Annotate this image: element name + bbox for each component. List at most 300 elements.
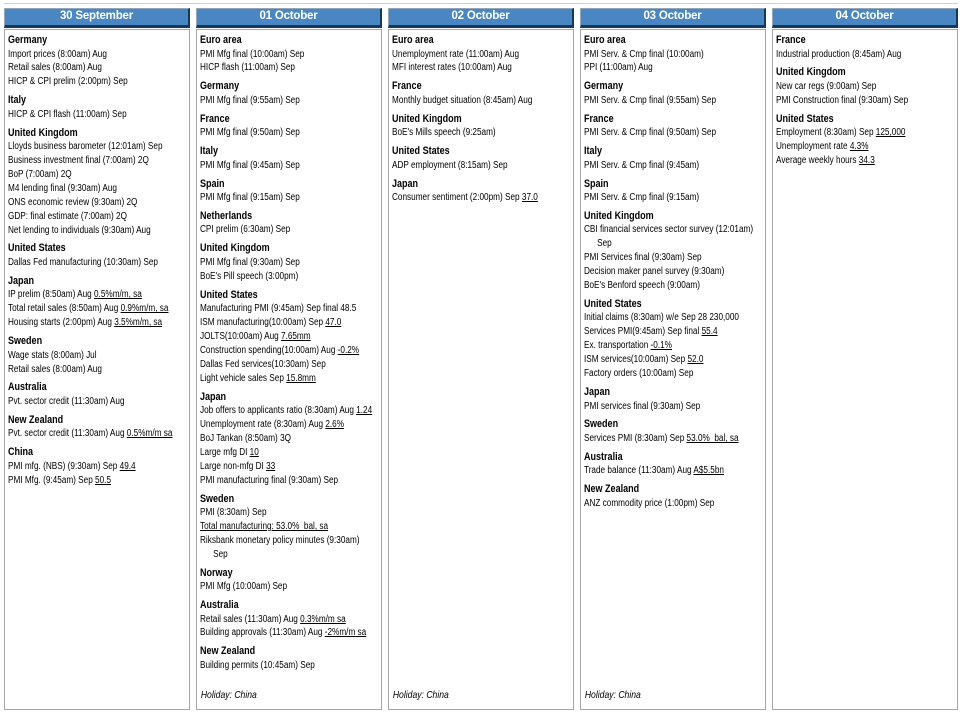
country-heading: New Zealand [8,413,64,426]
event-value-underlined: 33 [266,460,276,472]
country-section [392,112,570,140]
event-text: HICP flash (11:00am) Sep [200,62,295,74]
event-text: Initial claims (8:30am) w/e Sep 28 230,000 [584,312,739,324]
country-heading: United Kingdom [584,209,654,222]
event-text: Housing starts (2:00pm) Aug [8,317,115,329]
spacer [584,511,762,689]
event-text: PMI Mfg final (10:00am) Sep [200,48,305,60]
event-text: Total retail sales (8:50am) Aug [8,303,121,315]
country-heading: Italy [200,145,219,158]
country-section [392,144,570,172]
event-item [200,432,378,446]
event-item [8,302,186,316]
calendar-column [4,8,190,710]
event-item [8,316,186,330]
event-text: PMI Mfg (10:00am) Sep [200,581,288,593]
country-heading: Germany [8,34,48,46]
event-text: PMI Mfg final (9:55am) Sep [200,94,300,106]
event-continuation: Sep [213,548,228,560]
event-text: M4 lending final (9:30am) Aug [8,182,117,194]
event-item [200,344,378,358]
event-text: Retail sales (8:00am) Aug [8,62,102,74]
event-text: PMI (8:30am) Sep [200,507,267,519]
event-item [584,159,762,173]
event-value-underlined: 0.5%m/m sa [126,428,173,440]
spacer [392,205,570,689]
country-heading: Japan [8,274,35,287]
event-text: GDP: final estimate (7:00am) 2Q [8,210,127,222]
country-section [200,33,378,75]
event-text: Ex. transportation [584,340,651,352]
event-text: HICP & CPI prelim (2:00pm) Sep [8,76,128,88]
country-heading: United Kingdom [392,112,462,125]
event-item [8,61,186,75]
event-item [200,256,378,270]
event-text: MFI interest rates (10:00am) Aug [392,62,512,74]
column-date-label: 03 October [643,10,702,22]
country-heading: Australia [8,381,47,394]
event-item [584,223,762,237]
event-item [8,427,186,441]
event-text: Services PMI(9:45am) Sep final [584,326,702,338]
event-text: Riksbank monetary policy minutes (9:30am) [200,534,360,546]
event-text: BoE's Benford speech (9:00am) [584,280,700,292]
country-heading: United States [200,288,258,301]
event-item [200,94,378,108]
spacer [200,673,378,689]
country-section [200,492,378,562]
event-item [8,140,186,154]
column-date-header [196,8,382,28]
event-text: ISM services(10:00am) Sep [584,354,688,366]
event-text: Job offers to applicants ratio (8:30am) Aug [200,405,357,417]
event-text: PMI Mfg final (9:50am) Sep [200,127,300,139]
country-section [776,65,954,107]
event-text: Industrial production (8:45am) Aug [776,48,902,60]
country-section [392,177,570,205]
event-value-underlined: 49.4 [119,460,136,472]
country-heading: Euro area [584,34,626,46]
event-item [200,580,378,594]
country-section [584,79,762,107]
event-text: Consumer sentiment (2:00pm) Sep [392,192,522,204]
event-text: BoP (7:00am) 2Q [8,168,72,180]
event-item [8,168,186,182]
country-section [584,482,762,510]
event-value-underlined: -0.2% [337,344,360,356]
event-item [200,613,378,627]
country-heading: United Kingdom [200,242,270,255]
country-section [584,417,762,445]
economic-calendar [4,3,958,710]
column-date-header [772,8,958,28]
event-item [584,432,762,446]
event-item [776,48,954,62]
holiday-note: Holiday: China [392,689,449,702]
event-text: Import prices (8:00am) Aug [8,48,107,60]
event-value-underlined: 53.0% bal, sa [686,432,739,444]
country-section [200,112,378,140]
event-text: ISM manufacturing(10:00am) Sep [200,317,326,329]
country-section [200,288,378,386]
event-item [8,460,186,474]
event-text: Average weekly hours [776,155,859,167]
event-text: Business investment final (7:00am) 2Q [8,155,149,167]
country-section [200,390,378,488]
event-text: ADP employment (8:15am) Sep [392,159,508,171]
country-section [200,144,378,172]
country-heading: Spain [200,177,225,190]
event-item [8,474,186,488]
event-text: JOLTS(10:00am) Aug [200,330,281,342]
event-text: ANZ commodity price (1:00pm) Sep [584,497,715,509]
country-section [200,598,378,640]
holiday-note: Holiday: China [584,689,641,702]
event-text: Unemployment rate [776,141,850,153]
event-item [200,191,378,205]
event-text: Dallas Fed manufacturing (10:30am) Sep [8,256,158,268]
event-value-underlined: 0.9%m/m, sa [120,303,169,315]
event-item [392,126,570,140]
country-section [8,334,186,376]
event-item [200,626,378,640]
country-heading: Germany [584,80,624,93]
event-item [584,353,762,367]
column-body [4,29,190,710]
event-value-underlined: 37.0 [521,192,538,204]
country-section [776,33,954,61]
event-item [8,75,186,89]
event-value-underlined: 0.3%m/m sa [300,613,346,625]
event-text: BoE's Mills speech (9:25am) [392,127,496,139]
column-date-label: 04 October [835,10,894,22]
event-text: PMI Serv. & Cmp final (9:15am) [584,192,700,204]
event-item [200,61,378,75]
event-text: PMI Mfg final (9:15am) Sep [200,192,300,204]
column-body [388,29,574,710]
country-heading: Sweden [8,335,43,348]
country-section [392,79,570,107]
event-item [584,311,762,325]
column-content [392,32,570,707]
country-section [8,413,186,441]
event-item [200,372,378,386]
country-section [8,93,186,121]
event-value-underlined: 3.5%m/m, sa [114,317,163,329]
event-text: HICP & CPI flash (11:00am) Sep [8,108,127,120]
event-item [776,140,954,154]
event-item [776,94,954,108]
country-section [200,177,378,205]
event-item [584,251,762,265]
event-value-underlined: 34.3 [858,155,875,167]
event-text: BoJ Tankan (8:50am) 3Q [200,432,292,444]
event-item [200,316,378,330]
country-heading: Norway [200,566,233,579]
event-item [584,325,762,339]
event-text: Trade balance (11:30am) Aug [584,465,694,477]
event-item [584,279,762,293]
column-body [196,29,382,710]
country-heading: United States [8,242,66,255]
event-item [584,400,762,414]
country-section [584,177,762,205]
event-item [8,395,186,409]
country-heading: Australia [584,450,623,463]
event-value-underlined: 7.65mm [280,330,311,342]
column-date-label: 01 October [259,10,318,22]
event-value-underlined: 10 [249,446,259,458]
calendar-column [388,8,574,710]
event-value-underlined: 2.6% [325,419,345,430]
event-text: PMI Serv. & Cmp final (10:00am) [584,48,704,60]
event-value-underlined: -2%m/m sa [324,627,367,639]
column-content [200,32,378,707]
event-text: PMI Serv. & Cmp final (9:45am) [584,159,700,171]
event-item [200,48,378,62]
column-content [776,32,954,707]
event-text: Manufacturing PMI (9:45am) Sep final 48.5 [200,303,357,315]
event-item [584,497,762,511]
event-item [392,48,570,62]
country-section [200,566,378,594]
event-text: PPI (11:00am) Aug [584,62,653,74]
country-heading: Germany [200,80,240,93]
event-item [200,659,378,673]
country-heading: China [8,446,34,459]
event-text: Construction spending(10:00am) Aug [200,344,338,356]
column-content [8,32,186,707]
event-item [392,94,570,108]
country-heading: Euro area [392,34,434,46]
country-heading: Australia [200,599,239,612]
country-heading: United Kingdom [8,126,78,139]
country-section [200,644,378,672]
event-text: PMI Construction final (9:30am) Sep [776,94,909,106]
country-heading: United States [392,145,450,158]
country-section [200,79,378,107]
country-heading: United States [776,112,834,125]
country-section [200,241,378,283]
event-value-underlined: 1.24 [356,405,373,417]
column-date-header [4,8,190,28]
country-section [584,33,762,75]
event-text: Building approvals (11:30am) Aug [200,627,325,639]
event-text: Pvt. sector credit (11:30am) Aug [8,428,127,440]
event-value-underlined: -0.1% [650,340,672,352]
event-item [200,474,378,488]
country-heading: Sweden [200,492,235,505]
column-date-header [388,8,574,28]
event-item [200,460,378,474]
holiday-note: Holiday: China [200,689,257,702]
event-item [584,367,762,381]
country-section [584,144,762,172]
event-item [200,330,378,344]
country-heading: Euro area [200,34,242,46]
event-value-underlined: 52.0 [687,354,704,366]
event-text: PMI Services final (9:30am) Sep [584,252,702,264]
spacer [776,168,954,707]
event-item [392,191,570,205]
event-item [584,126,762,140]
event-value-underlined: 50.5 [95,474,112,486]
event-item [8,224,186,238]
country-section [8,445,186,487]
spacer [8,488,186,707]
event-continuation: Sep [597,238,612,250]
event-text: CBI financial services sector survey (12:01am) [584,224,754,236]
calendar-column [772,8,958,710]
country-section [8,126,186,238]
country-section [776,112,954,168]
calendar-column [580,8,766,710]
event-item [584,265,762,279]
event-text: Large mfg DI [200,446,250,458]
column-content [584,32,762,707]
country-section [584,209,762,293]
country-section [584,450,762,478]
event-text: Monthly budget situation (8:45am) Aug [392,94,533,106]
event-text: Retail sales (11:30am) Aug [200,613,301,625]
event-item [584,191,762,205]
country-heading: France [584,112,614,125]
event-item [200,520,378,534]
event-item [200,506,378,520]
column-date-label: 30 September [59,10,134,22]
country-section [584,385,762,413]
event-value-underlined: 47.0 [325,317,342,329]
event-item [584,48,762,62]
event-text: PMI Mfg final (9:45am) Sep [200,159,300,171]
column-body [772,29,958,710]
event-text: PMI Mfg. (9:45am) Sep [8,474,96,486]
event-item [8,349,186,363]
event-item [8,363,186,377]
country-heading: New Zealand [200,645,256,658]
event-item [584,339,762,353]
event-item [8,196,186,210]
country-heading: Japan [584,386,611,398]
event-text: Light vehicle sales Sep [200,372,287,384]
column-date-header [580,8,766,28]
event-item [200,159,378,173]
event-text: Decision maker panel survey (9:30am) [584,266,725,278]
country-section [584,297,762,381]
country-section [200,209,378,237]
event-value-underlined: 125,000 [875,127,906,139]
event-text: Building permits (10:45am) Sep [200,659,315,671]
country-heading: Netherlands [200,209,253,222]
event-item [584,464,762,478]
event-value-underlined: 55.4 [701,326,718,338]
event-text: Retail sales (8:00am) Aug [8,363,102,375]
event-item [8,182,186,196]
event-item [200,223,378,237]
event-text: Net lending to individuals (9:30am) Aug [8,224,151,236]
event-text: Pvt. sector credit (11:30am) Aug [8,395,125,407]
country-heading: Italy [584,145,603,158]
column-body [580,29,766,710]
event-text: IP prelim (8:50am) Aug [8,289,94,301]
event-text: ONS economic review (9:30am) 2Q [8,196,138,208]
column-date-label: 02 October [451,10,510,22]
event-text: CPI prelim (6:30am) Sep [200,224,291,236]
country-section [8,241,186,269]
event-text: PMI Serv. & Cmp final (9:55am) Sep [584,94,717,106]
country-heading: France [200,112,230,125]
event-item [8,256,186,270]
event-text: PMI services final (9:30am) Sep [584,400,701,412]
country-heading: Japan [392,177,419,190]
country-section [392,33,570,75]
event-item [200,418,378,432]
event-item [8,210,186,224]
event-text: Services PMI (8:30am) Sep [584,432,687,444]
event-text: Unemployment rate (8:30am) Aug [200,419,326,430]
event-text: Large non-mfg DI [200,460,267,472]
country-heading: United States [584,297,642,310]
event-text: BoE's Pill speech (3:00pm) [200,270,299,282]
country-heading: Sweden [584,418,619,431]
country-section [8,380,186,408]
event-item [200,358,378,372]
event-value-underlined: 0.5%m/m, sa [93,289,142,301]
event-item [776,80,954,94]
event-value-underlined: 4.3% [849,141,869,153]
country-heading: New Zealand [584,483,640,496]
event-text: Employment (8:30am) Sep [776,127,876,139]
event-item [776,154,954,168]
event-text: New car regs (9:00am) Sep [776,80,877,92]
event-item [200,270,378,284]
event-item [8,154,186,168]
event-item [200,404,378,418]
event-text: Lloyds business barometer (12:01am) Sep [8,141,163,153]
event-item [200,302,378,316]
event-text: PMI mfg. (NBS) (9:30am) Sep [8,460,120,472]
event-text: Dallas Fed services(10:30am) Sep [200,358,326,370]
event-text: Wage stats (8:00am) Jul [8,349,97,361]
event-value-underlined: A$5.5bn [693,465,724,477]
country-heading: Japan [200,390,227,403]
event-item [8,108,186,122]
country-section [8,33,186,89]
event-item [584,94,762,108]
event-text: PMI Serv. & Cmp final (9:50am) Sep [584,127,717,139]
event-text: PMI Mfg final (9:30am) Sep [200,256,300,268]
country-section [584,112,762,140]
event-item [392,61,570,75]
country-heading: France [392,80,422,93]
country-section [8,274,186,330]
event-item [200,446,378,460]
event-text: PMI manufacturing final (9:30am) Sep [200,474,339,486]
event-text: Factory orders (10:00am) Sep [584,368,694,380]
event-item [776,126,954,140]
event-value-underlined: Total manufacturing: 53.0% bal, sa [200,520,329,532]
country-heading: United Kingdom [776,66,846,79]
event-value-underlined: 15.8mm [286,372,316,384]
event-item [392,159,570,173]
event-item [200,534,378,548]
event-item [584,61,762,75]
country-heading: Spain [584,177,609,190]
country-heading: Italy [8,94,27,107]
event-item [8,288,186,302]
event-item [8,48,186,62]
event-text: Unemployment rate (11:00am) Aug [392,48,520,60]
